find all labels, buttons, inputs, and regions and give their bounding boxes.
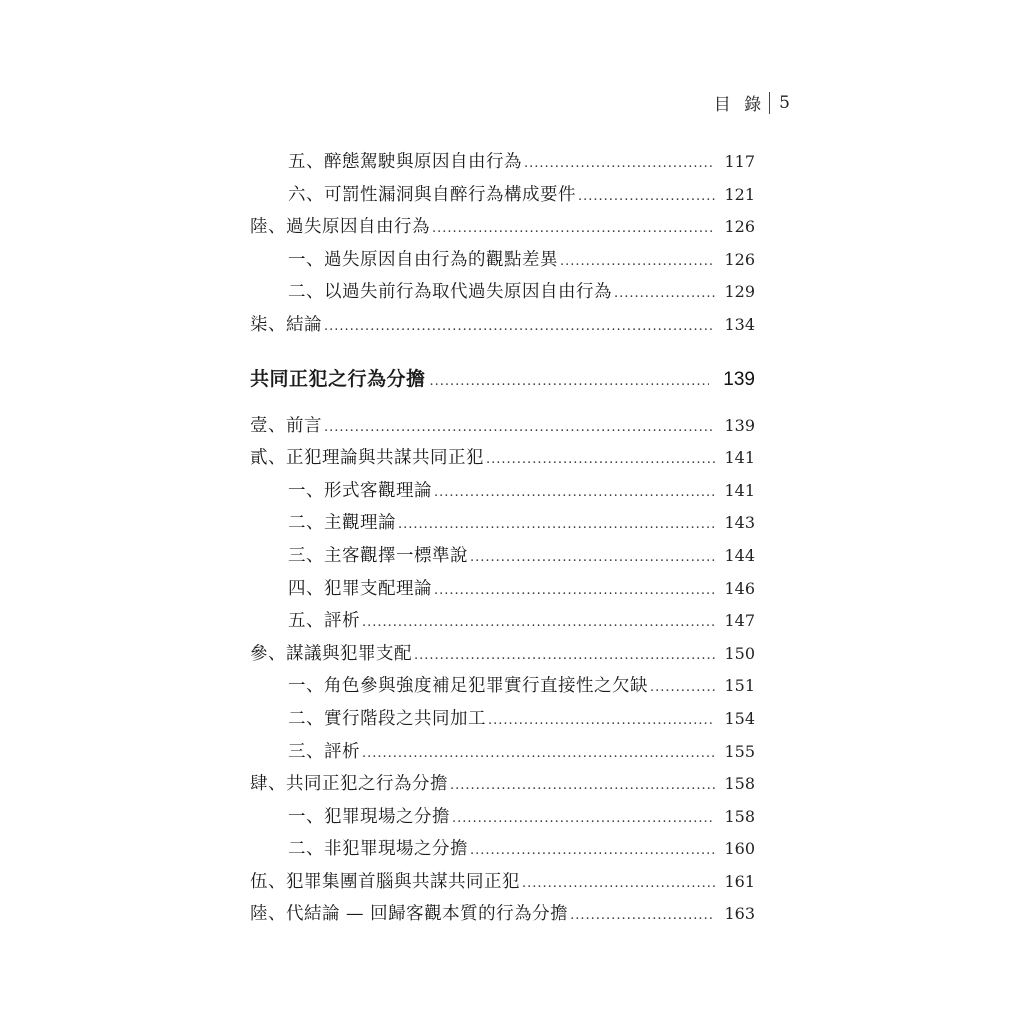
toc-entry[interactable] [250, 244, 755, 277]
toc-entry-page-number: 141 [724, 480, 755, 500]
toc-entry-page-number: 129 [724, 282, 755, 302]
toc-section-previous-chapter [250, 146, 755, 342]
toc-entry-label: 六、可罰性漏洞與自醉行為構成要件 [288, 184, 576, 205]
toc-entry-page-number: 121 [724, 184, 755, 204]
toc-entry-label: 壹、前言 [250, 415, 322, 436]
toc-entry[interactable] [250, 276, 755, 309]
toc-entry-page-number: 150 [724, 643, 755, 663]
dot-leader [450, 770, 715, 803]
toc-entry-page-number: 158 [724, 774, 755, 794]
toc-entry-label: 五、醉態駕駛與原因自由行為 [288, 152, 522, 172]
toc-entry[interactable] [250, 410, 755, 443]
toc-entry-page-number: 117 [724, 152, 755, 171]
dot-leader [362, 738, 715, 771]
toc-entry[interactable] [250, 670, 755, 703]
toc-entry-page-number: 141 [724, 448, 755, 468]
toc-entry-label: 二、主觀理論 [288, 513, 396, 534]
dot-leader [434, 477, 715, 510]
toc-entry[interactable] [250, 833, 755, 866]
toc-entry-page-number: 154 [724, 708, 755, 728]
dot-leader [522, 868, 715, 901]
dot-leader [434, 575, 715, 608]
toc-entry-page-number: 126 [724, 217, 755, 237]
toc-entry-label: 三、評析 [288, 741, 360, 762]
toc-entry-label: 二、實行階段之共同加工 [288, 708, 486, 729]
running-header [714, 90, 790, 115]
toc-entry-page-number: 158 [724, 806, 755, 826]
header-divider [769, 92, 770, 114]
toc-entry-label: 一、角色參與強度補足犯罪實行直接性之欠缺 [288, 676, 648, 697]
toc-entry-page-number: 161 [724, 871, 755, 891]
toc-entry-page-number: 147 [724, 611, 755, 631]
toc-entry-page-number: 134 [724, 314, 755, 334]
toc-entry[interactable] [250, 211, 755, 244]
toc-entry[interactable] [250, 146, 755, 179]
dot-leader [486, 444, 715, 477]
toc-entry[interactable] [250, 309, 755, 342]
toc-section-current-chapter [250, 410, 755, 932]
toc-entry[interactable] [250, 898, 755, 931]
header-page-number: 5 [779, 92, 790, 113]
dot-leader [324, 412, 715, 445]
dot-leader [650, 672, 715, 705]
toc-entry-label: 柒、結論 [250, 314, 322, 335]
chapter-title: 共同正犯之行為分擔 [250, 367, 426, 390]
toc-entry[interactable] [250, 605, 755, 638]
toc-entry[interactable] [250, 768, 755, 801]
dot-leader [362, 607, 715, 640]
dot-leader [398, 509, 715, 542]
toc-entry-page-number: 139 [724, 415, 755, 435]
table-of-contents [250, 146, 755, 931]
toc-entry[interactable] [250, 736, 755, 769]
toc-entry-page-number: 163 [724, 904, 755, 924]
toc-entry-page-number: 160 [724, 839, 755, 859]
toc-entry[interactable] [250, 540, 755, 573]
toc-entry-page-number: 151 [724, 676, 755, 696]
dot-leader [414, 640, 715, 673]
toc-entry-page-number: 155 [724, 741, 755, 761]
toc-entry[interactable] [250, 703, 755, 736]
dot-leader [430, 365, 709, 399]
toc-entry-page-number: 144 [724, 545, 755, 565]
toc-entry-label: 參、謀議與犯罪支配 [250, 643, 412, 664]
toc-entry[interactable] [250, 442, 755, 475]
toc-entry[interactable] [250, 475, 755, 508]
toc-entry-label: 陸、代結論 — 回歸客觀本質的行為分擔 [250, 904, 569, 925]
dot-leader [578, 181, 715, 214]
toc-entry[interactable] [250, 866, 755, 899]
toc-entry[interactable] [250, 573, 755, 606]
dot-leader [570, 900, 715, 933]
toc-entry-label: 五、評析 [288, 611, 360, 632]
dot-leader [524, 148, 715, 181]
toc-entry[interactable] [250, 638, 755, 671]
toc-entry-label: 三、主客觀擇一標準說 [288, 545, 468, 566]
header-title: 目 錄 [713, 95, 766, 115]
toc-entry-label: 一、犯罪現場之分擔 [288, 806, 450, 827]
toc-entry-label: 貳、正犯理論與共謀共同正犯 [250, 448, 484, 469]
dot-leader [452, 803, 715, 836]
toc-entry-label: 一、過失原因自由行為的觀點差異 [288, 249, 558, 270]
toc-entry-label: 肆、共同正犯之行為分擔 [250, 774, 448, 795]
dot-leader [614, 278, 715, 311]
toc-entry-label: 陸、過失原因自由行為 [250, 217, 430, 238]
toc-entry[interactable] [250, 507, 755, 540]
chapter-page-number: 139 [723, 368, 755, 390]
dot-leader [470, 835, 715, 868]
dot-leader [470, 542, 715, 575]
toc-entry-page-number: 146 [724, 578, 755, 598]
dot-leader [432, 213, 715, 246]
toc-entry[interactable] [250, 801, 755, 834]
toc-entry[interactable] [250, 179, 755, 212]
dot-leader [560, 246, 715, 279]
toc-entry-label: 二、以過失前行為取代過失原因自由行為 [288, 282, 612, 303]
toc-entry-page-number: 143 [724, 513, 755, 533]
toc-entry-label: 伍、犯罪集團首腦與共謀共同正犯 [250, 871, 520, 892]
toc-entry-label: 二、非犯罪現場之分擔 [288, 839, 468, 860]
dot-leader [324, 311, 715, 344]
toc-chapter-heading[interactable] [250, 362, 755, 396]
toc-entry-label: 一、形式客觀理論 [288, 480, 432, 501]
toc-entry-label: 四、犯罪支配理論 [288, 578, 432, 599]
toc-entry-page-number: 126 [724, 249, 755, 269]
dot-leader [488, 705, 715, 738]
